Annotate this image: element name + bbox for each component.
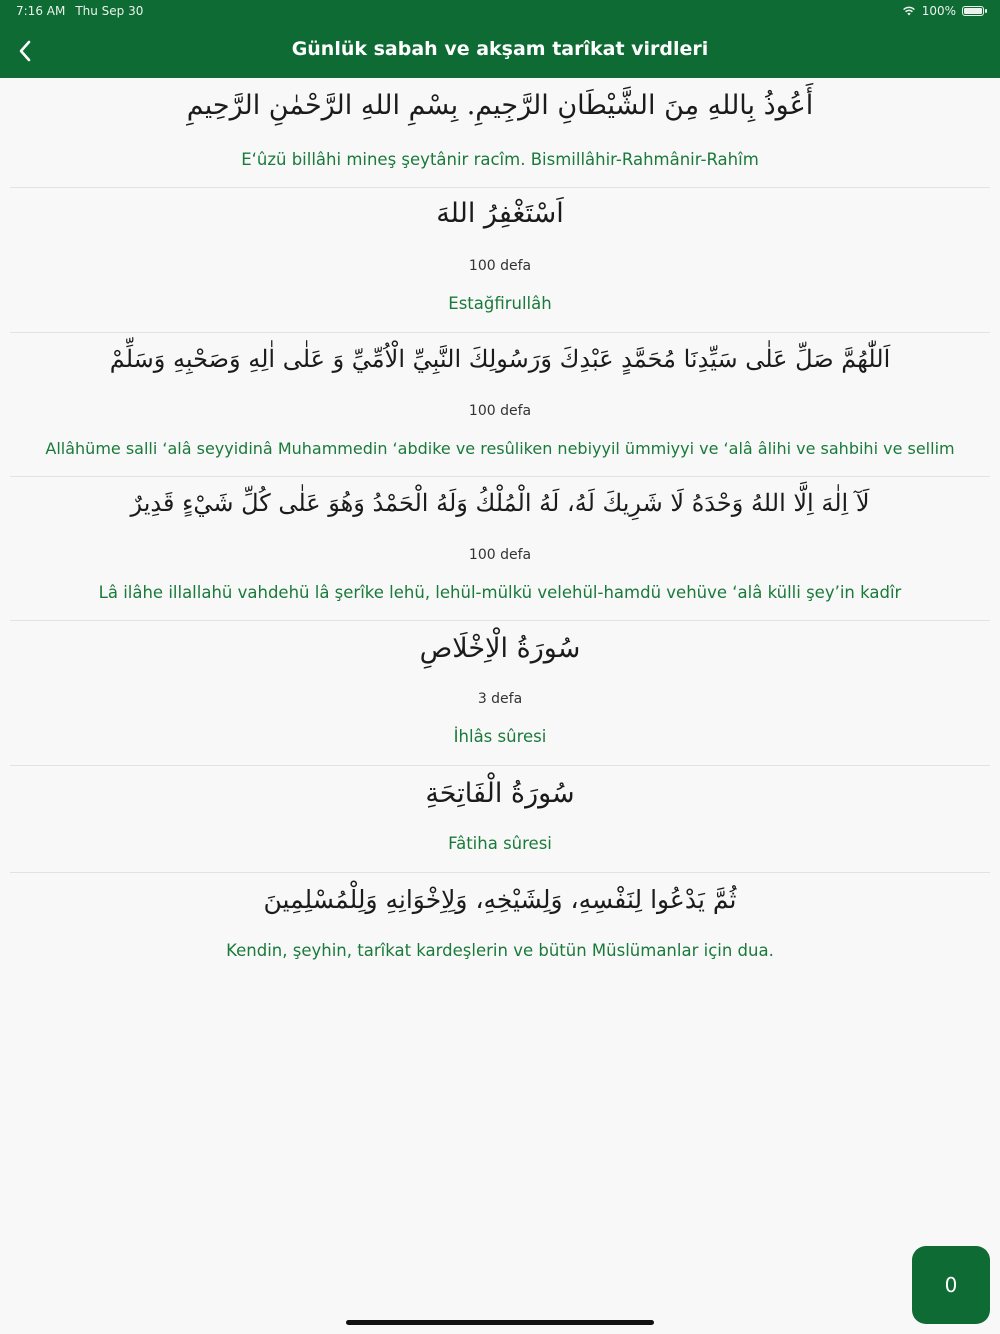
- repeat-count: 100 defa: [468, 547, 532, 563]
- status-time: 7:16 AM: [16, 4, 66, 18]
- repeat-count: 3 defa: [477, 691, 523, 707]
- arabic-text: اَللّٰهُمَّ صَلِّ عَلٰى سَيِّدِنَا مُحَمَّدٍ عَبْدِكَ وَرَسُولِكَ النَّبِيِّ الْاُمِّيِّ وَ عَلٰى اٰلِهِ وَصَحْبِهِ وَسَلِّمْ: [109, 345, 891, 373]
- transliteration: İhlâs sûresi: [453, 727, 547, 746]
- transliteration: Lâ ilâhe illallahü vahdehü lâ şerîke lehü, lehül-mülkü velehül-hamdü vehüve ‘alâ külli şey’in kadîr: [98, 583, 902, 602]
- chevron-left-icon: [18, 40, 32, 62]
- repeat-count: 100 defa: [468, 403, 532, 419]
- back-button[interactable]: [8, 34, 42, 68]
- transliteration: Fâtiha sûresi: [448, 834, 552, 853]
- home-indicator: [346, 1320, 654, 1325]
- transliteration: Allâhüme salli ‘alâ seyyidinâ Muhammedin ‘abdike ve resûliken nebiyyil ümmiyyi ve ‘alâ âlihi ve sahbihi ve sellim: [45, 439, 955, 458]
- transliteration: Kendin, şeyhin, tarîkat kardeşlerin ve bütün Müslümanlar için dua.: [226, 941, 774, 960]
- list-item: [10, 873, 990, 983]
- arabic-text: ثُمَّ يَدْعُوا لِنَفْسِهِ، وَلِشَيْخِهِ، وَلِاِخْوَانِهِ وَلِلْمُسْلِمِينَ: [263, 885, 737, 914]
- page-title: Günlük sabah ve akşam tarîkat virdleri: [291, 38, 709, 60]
- arabic-text: أَعُوذُ بِاللهِ مِنَ الشَّيْطَانِ الرَّجِيمِ. بِسْمِ اللهِ الرَّحْمٰنِ الرَّحِيمِ: [186, 90, 814, 121]
- list-item: [10, 477, 990, 621]
- arabic-text: سُورَةُ الْاِخْلَاصِ: [419, 633, 581, 664]
- arabic-text: سُورَةُ الْفَاتِحَةِ: [425, 778, 575, 809]
- list-item: [10, 333, 990, 477]
- navigation-bar: [0, 0, 1000, 78]
- list-item: [10, 621, 990, 765]
- battery-icon: [962, 6, 984, 16]
- list-item: [10, 188, 990, 332]
- list-item: [10, 766, 990, 872]
- arabic-text: لَآ اِلٰهَ اِلَّا اللهُ وَحْدَهُ لَا شَرِيكَ لَهُ، لَهُ الْمُلْكُ وَلَهُ الْحَمْدُ وَهُوَ عَلٰى كُلِّ شَيْءٍ قَدِيرٌ: [130, 489, 870, 517]
- repeat-count: 100 defa: [468, 258, 532, 274]
- battery-percent: 100%: [921, 4, 956, 18]
- transliteration: Estağfirullâh: [448, 294, 552, 313]
- status-bar-left: [16, 4, 143, 18]
- list-item: [10, 80, 990, 186]
- status-bar-right: [902, 4, 984, 18]
- transliteration: E‘ûzü billâhi mineş şeytânir racîm. Bismillâhir-Rahmânir-Rahîm: [241, 150, 759, 169]
- counter-button[interactable]: 0: [912, 1246, 990, 1324]
- status-date: Thu Sep 30: [75, 4, 144, 18]
- arabic-text: اَسْتَغْفِرُ اللهَ: [436, 198, 564, 229]
- wifi-icon: [902, 6, 916, 16]
